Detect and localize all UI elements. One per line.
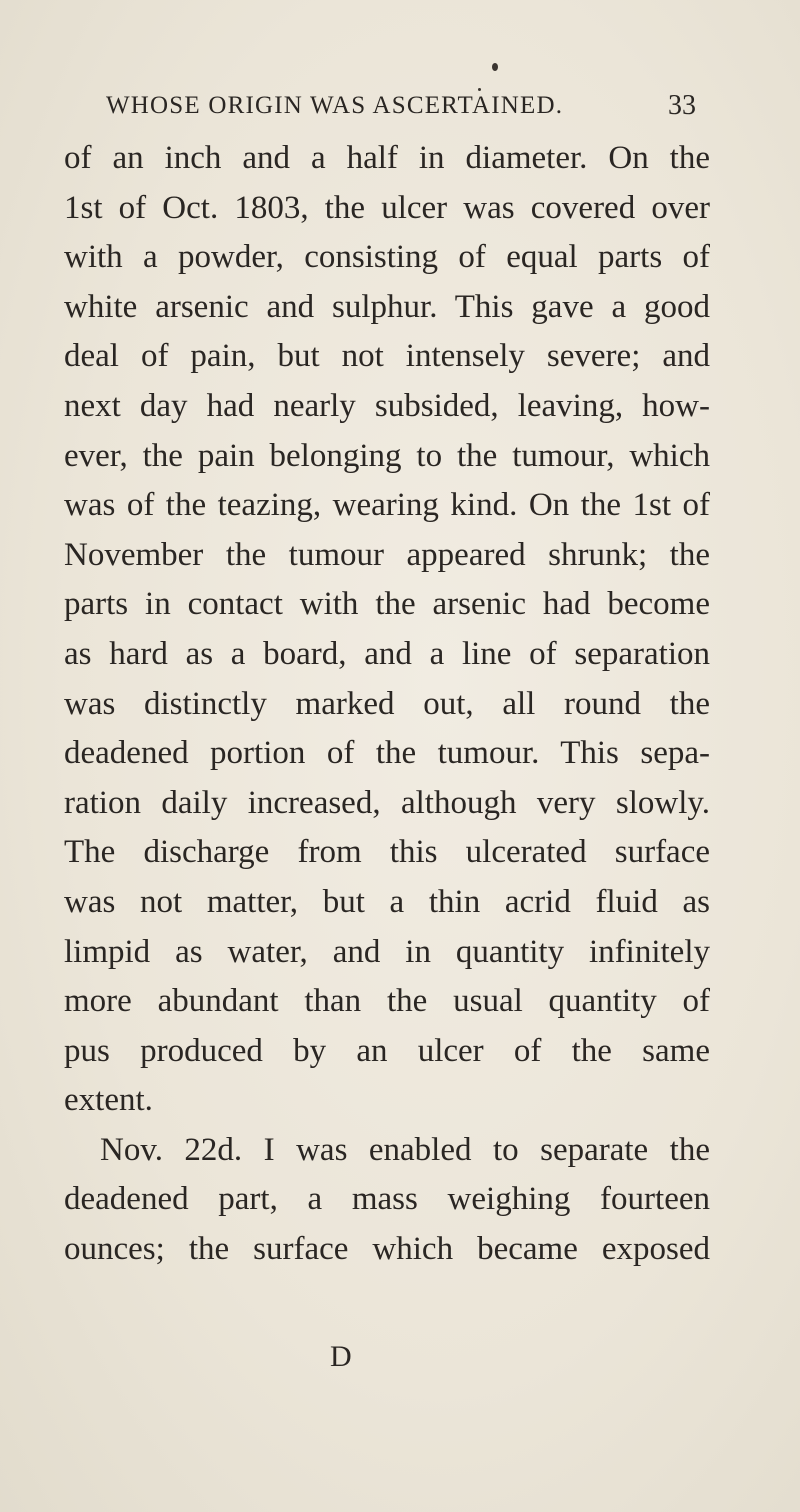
running-head-title: WHOSE ORIGIN WAS ASCERTAINED. [106, 92, 564, 119]
text-line: more abundant than the usual quantity of [64, 983, 710, 1020]
text-line: of an inch and a half in diameter. On the [64, 140, 710, 176]
text-line: ever, the pain belonging to the tumour, which [64, 437, 710, 474]
text-line: deadened part, a mass weighing fourteen [64, 1181, 710, 1218]
running-head [106, 88, 696, 128]
text-line: extent. [64, 1082, 153, 1119]
text-line: November the tumour appeared shrunk; the [64, 536, 710, 573]
text-line: pus produced by an ulcer of the same [64, 1032, 710, 1069]
text-line: white arsenic and sulphur. This gave a good [64, 288, 710, 325]
signature-mark: D [330, 1340, 352, 1373]
text-line: as hard as a board, and a line of separation [64, 635, 710, 672]
ink-speck [492, 63, 498, 71]
text-line: was distinctly marked out, all round the [64, 685, 710, 722]
text-line: ration daily increased, although very slowly. [64, 784, 710, 821]
text-line: Nov. 22d. I was enabled to separate the [100, 1131, 710, 1168]
text-line: was of the teazing, wearing kind. On the 1st of [64, 487, 710, 524]
text-line: with a powder, consisting of equal parts of [64, 239, 710, 276]
page-number: 33 [668, 90, 696, 121]
text-line: parts in contact with the arsenic had become [64, 586, 710, 623]
text-line: deadened portion of the tumour. This sepa- [64, 735, 710, 772]
text-line: deal of pain, but not intensely severe; and [64, 338, 710, 375]
text-line: next day had nearly subsided, leaving, how- [64, 387, 710, 424]
text-line: 1st of Oct. 1803, the ulcer was covered over [64, 189, 710, 226]
text-line: ounces; the surface which became exposed [64, 1231, 710, 1268]
text-line: The discharge from this ulcerated surface [64, 834, 710, 871]
body-text [64, 134, 710, 1275]
text-line: was not matter, but a thin acrid fluid as [64, 883, 710, 920]
text-line: limpid as water, and in quantity infinitely [64, 933, 710, 970]
